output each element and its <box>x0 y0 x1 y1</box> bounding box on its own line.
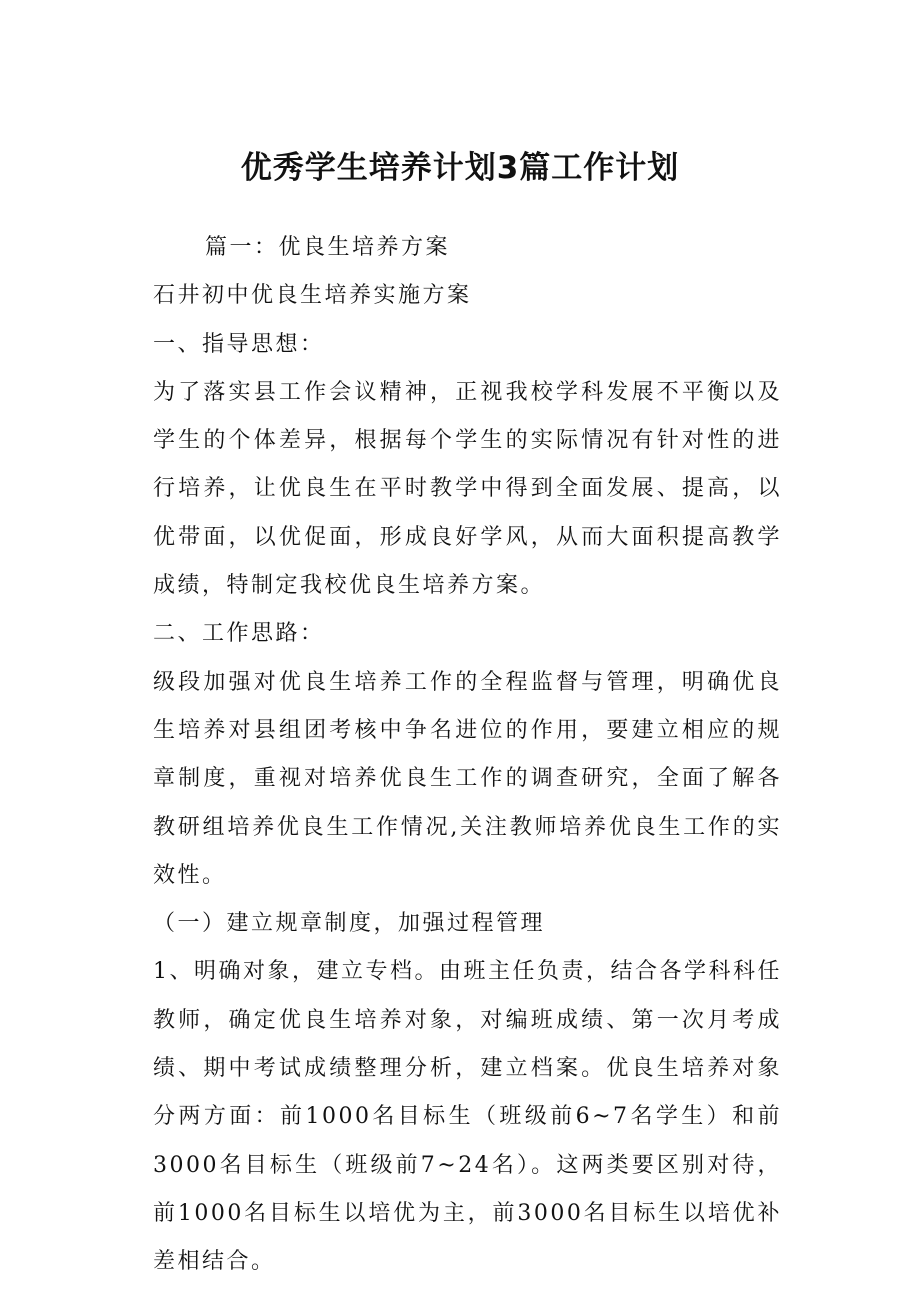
subtitle-paragraph: 石井初中优良生培养实施方案 <box>153 283 472 309</box>
body-paragraph: 级段加强对优良生培养工作的全程监督与管理，明确优良生培养对县组团考核中争名进位的作用，要建立相应的规章制度，重视对培养优良生工作的调查研究，全面了解各教研组培养优良生工作情况,关注教师培养优良生工作的实效性。 <box>153 669 782 888</box>
body-paragraph: 1、明确对象，建立专档。由班主任负责，结合各学科科任教师，确定优良生培养对象，对编班成绩、第一次月考成绩、期中考试成绩整理分析，建立档案。优良生培养对象分两方面：前1000名目标生（班级前6~7名学生）和前3000名目标生（班级前7~24名）。这两类要区别对待，前1000名目标生以培优为主，前3000名目标生以培优补差相结合。 <box>153 959 782 1275</box>
section-heading: 篇一：优良生培养方案 <box>205 235 451 260</box>
section-heading: 一、指导思想： <box>153 331 325 357</box>
section-heading: 二、工作思路： <box>153 621 325 647</box>
body-paragraph: 为了落实县工作会议精神，正视我校学科发展不平衡以及学生的个体差异，根据每个学生的实际情况有针对性的进行培养，让优良生在平时教学中得到全面发展、提高，以优带面，以优促面，形成良好学风，从而大面积提高教学成绩，特制定我校优良生培养方案。 <box>153 379 782 599</box>
document-title: 优秀学生培养计划3篇工作计划 <box>240 150 680 186</box>
subsection-heading: （一）建立规章制度，加强过程管理 <box>153 911 546 937</box>
document-body <box>142 224 782 1287</box>
